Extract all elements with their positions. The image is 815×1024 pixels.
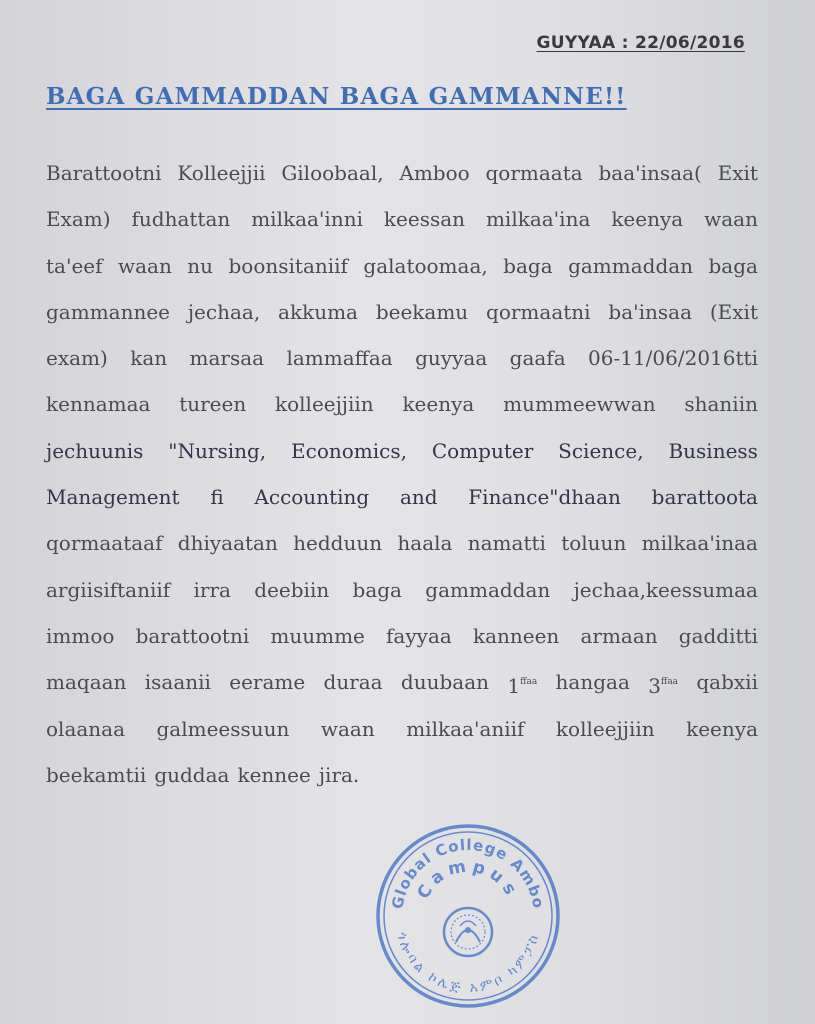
- body-word: jechaa,: [187, 299, 261, 324]
- body-word: "Nursing,: [168, 438, 267, 463]
- body-word: muumme: [270, 623, 365, 648]
- body-line: [46, 381, 758, 427]
- body-word: Kolleejjii: [177, 161, 266, 185]
- body-word: nu: [187, 253, 214, 278]
- body-word: argiisiftaniif: [46, 577, 171, 602]
- body-word: Computer: [431, 438, 534, 463]
- body-word: olaanaa: [46, 716, 126, 741]
- body-word: qabxii: [696, 670, 758, 695]
- body-word: marsaa: [189, 346, 265, 371]
- body-word: gammaddan: [568, 253, 694, 278]
- body-word: fudhattan: [131, 207, 231, 232]
- body-word: maqaan: [46, 670, 127, 695]
- body-word: kan: [130, 346, 168, 371]
- body-word: ba'insaa: [608, 299, 693, 324]
- body-word: Giloobaal,: [281, 161, 384, 185]
- body-line: [46, 474, 758, 520]
- body-word: milkaa'ina: [485, 207, 591, 232]
- ordinal-number: 3: [648, 674, 661, 699]
- body-word: galmeessuun: [156, 716, 290, 741]
- body-word: gadditti: [678, 623, 758, 648]
- body-word: jechaa,keessumaa: [573, 577, 758, 602]
- body-word: jechuunis: [46, 438, 144, 463]
- body-word: Exit: [717, 161, 758, 185]
- body-word: namatti: [467, 531, 546, 556]
- body-word: keenya: [402, 392, 475, 417]
- college-stamp: [372, 820, 564, 1012]
- body-word: Business: [668, 438, 758, 463]
- body-line: [46, 752, 758, 798]
- body-line: [46, 196, 758, 242]
- body-line: [46, 706, 758, 752]
- body-word: irra: [193, 577, 231, 602]
- body-word: shaniin: [684, 392, 758, 417]
- body-word: [648, 659, 678, 705]
- body-line: [46, 150, 758, 196]
- body-word: immoo: [46, 623, 115, 648]
- body-word: Science,: [558, 438, 644, 463]
- body-word: dhiyaatan: [177, 531, 278, 556]
- body-word: keenya: [686, 716, 758, 741]
- body-word: deebiin: [254, 577, 330, 602]
- body-word: waan: [117, 253, 172, 278]
- body-word: waan: [320, 716, 375, 741]
- body-word: fi: [210, 485, 224, 510]
- body-word: waan: [704, 207, 758, 232]
- body-word: tureen: [179, 392, 247, 417]
- body-line: [46, 567, 758, 613]
- body-line: [46, 613, 758, 659]
- body-word: Exam): [46, 207, 111, 232]
- body-word: kennee: [237, 762, 311, 787]
- body-word: hangaa: [555, 670, 630, 695]
- body-word: Finance"dhaan: [468, 485, 621, 510]
- body-word: beekamtii: [46, 762, 147, 787]
- body-word: gammaddan: [425, 577, 551, 602]
- body-word: milkaa'inaa: [641, 531, 758, 556]
- stamp-middle-text: Campus: [413, 855, 523, 903]
- body-line: [46, 659, 758, 705]
- body-word: and: [399, 485, 438, 510]
- body-word: ta'eef: [46, 253, 103, 278]
- body-word: qormaatni: [486, 299, 591, 324]
- body-word: baga: [503, 253, 553, 278]
- body-word: haala: [397, 531, 453, 556]
- body-word: milkaa'aniif: [406, 716, 525, 741]
- body-word: lammaffaa: [286, 346, 393, 371]
- body-word: hedduun: [293, 531, 383, 556]
- body-word: [507, 659, 537, 705]
- ordinal-suffix: ffaa: [660, 677, 679, 688]
- announcement-body: [46, 150, 758, 798]
- body-word: beekamu: [375, 299, 469, 324]
- stamp-top-text: Global College Ambo: [388, 835, 548, 911]
- ordinal-suffix: ffaa: [520, 677, 538, 688]
- body-word: kanneen: [472, 623, 560, 648]
- body-word: milkaa'inni: [251, 207, 363, 232]
- body-word: 06-11/06/2016tti: [588, 346, 758, 371]
- body-word: isaanii: [144, 670, 211, 695]
- body-word: toluun: [561, 531, 627, 556]
- body-word: keessan: [383, 207, 466, 232]
- body-word: armaan: [580, 623, 658, 648]
- body-word: kennamaa: [46, 392, 151, 417]
- body-word: baga: [352, 577, 402, 602]
- body-word: barattoota: [651, 485, 758, 510]
- body-line: [46, 428, 758, 474]
- body-line: [46, 520, 758, 566]
- body-word: guyyaa: [415, 346, 488, 371]
- body-word: keenya: [611, 207, 684, 232]
- body-word: gaafa: [509, 346, 566, 371]
- stamp-emblem-icon: [444, 908, 492, 956]
- body-word: jira.: [318, 762, 360, 787]
- body-word: Accounting: [254, 485, 370, 510]
- body-word: akkuma: [278, 299, 358, 324]
- body-line: [46, 335, 758, 381]
- body-word: exam): [46, 346, 108, 371]
- body-word: eerame: [229, 670, 306, 695]
- body-word: duubaan: [400, 670, 490, 695]
- body-word: kolleejjiin: [555, 716, 655, 741]
- body-word: galatoomaa,: [363, 253, 488, 278]
- body-line: [46, 289, 758, 335]
- document-title: BAGA GAMMADDAN BAGA GAMMANNE!!: [46, 83, 627, 110]
- body-word: barattootni: [135, 623, 250, 648]
- body-word: (Exit: [709, 299, 758, 324]
- body-word: guddaa: [154, 762, 230, 787]
- body-word: Management: [46, 485, 180, 510]
- svg-text:ጎሎባል ኮሌጅ አምቦ ካምፓስ: [393, 931, 542, 997]
- body-word: kolleejjiin: [274, 392, 374, 417]
- document-date: GUYYAA : 22/06/2016: [536, 33, 745, 53]
- body-word: qormaata: [485, 161, 583, 185]
- stamp-bottom-text: ጎሎባል ኮሌጅ አምቦ ካምፓስ: [393, 930, 543, 997]
- body-word: Barattootni: [46, 161, 162, 185]
- body-word: baa'insaa(: [598, 161, 702, 185]
- body-line: [46, 243, 758, 289]
- body-word: mummeewwan: [503, 392, 656, 417]
- body-word: gammannee: [46, 299, 171, 324]
- ordinal-number: 1: [507, 674, 521, 699]
- body-word: qormaataaf: [46, 531, 163, 556]
- body-word: fayyaa: [386, 623, 452, 648]
- body-word: Amboo: [399, 161, 470, 185]
- body-word: Economics,: [291, 438, 407, 463]
- body-word: boonsitaniif: [228, 253, 348, 278]
- body-word: baga: [708, 253, 758, 278]
- body-word: duraa: [323, 670, 383, 695]
